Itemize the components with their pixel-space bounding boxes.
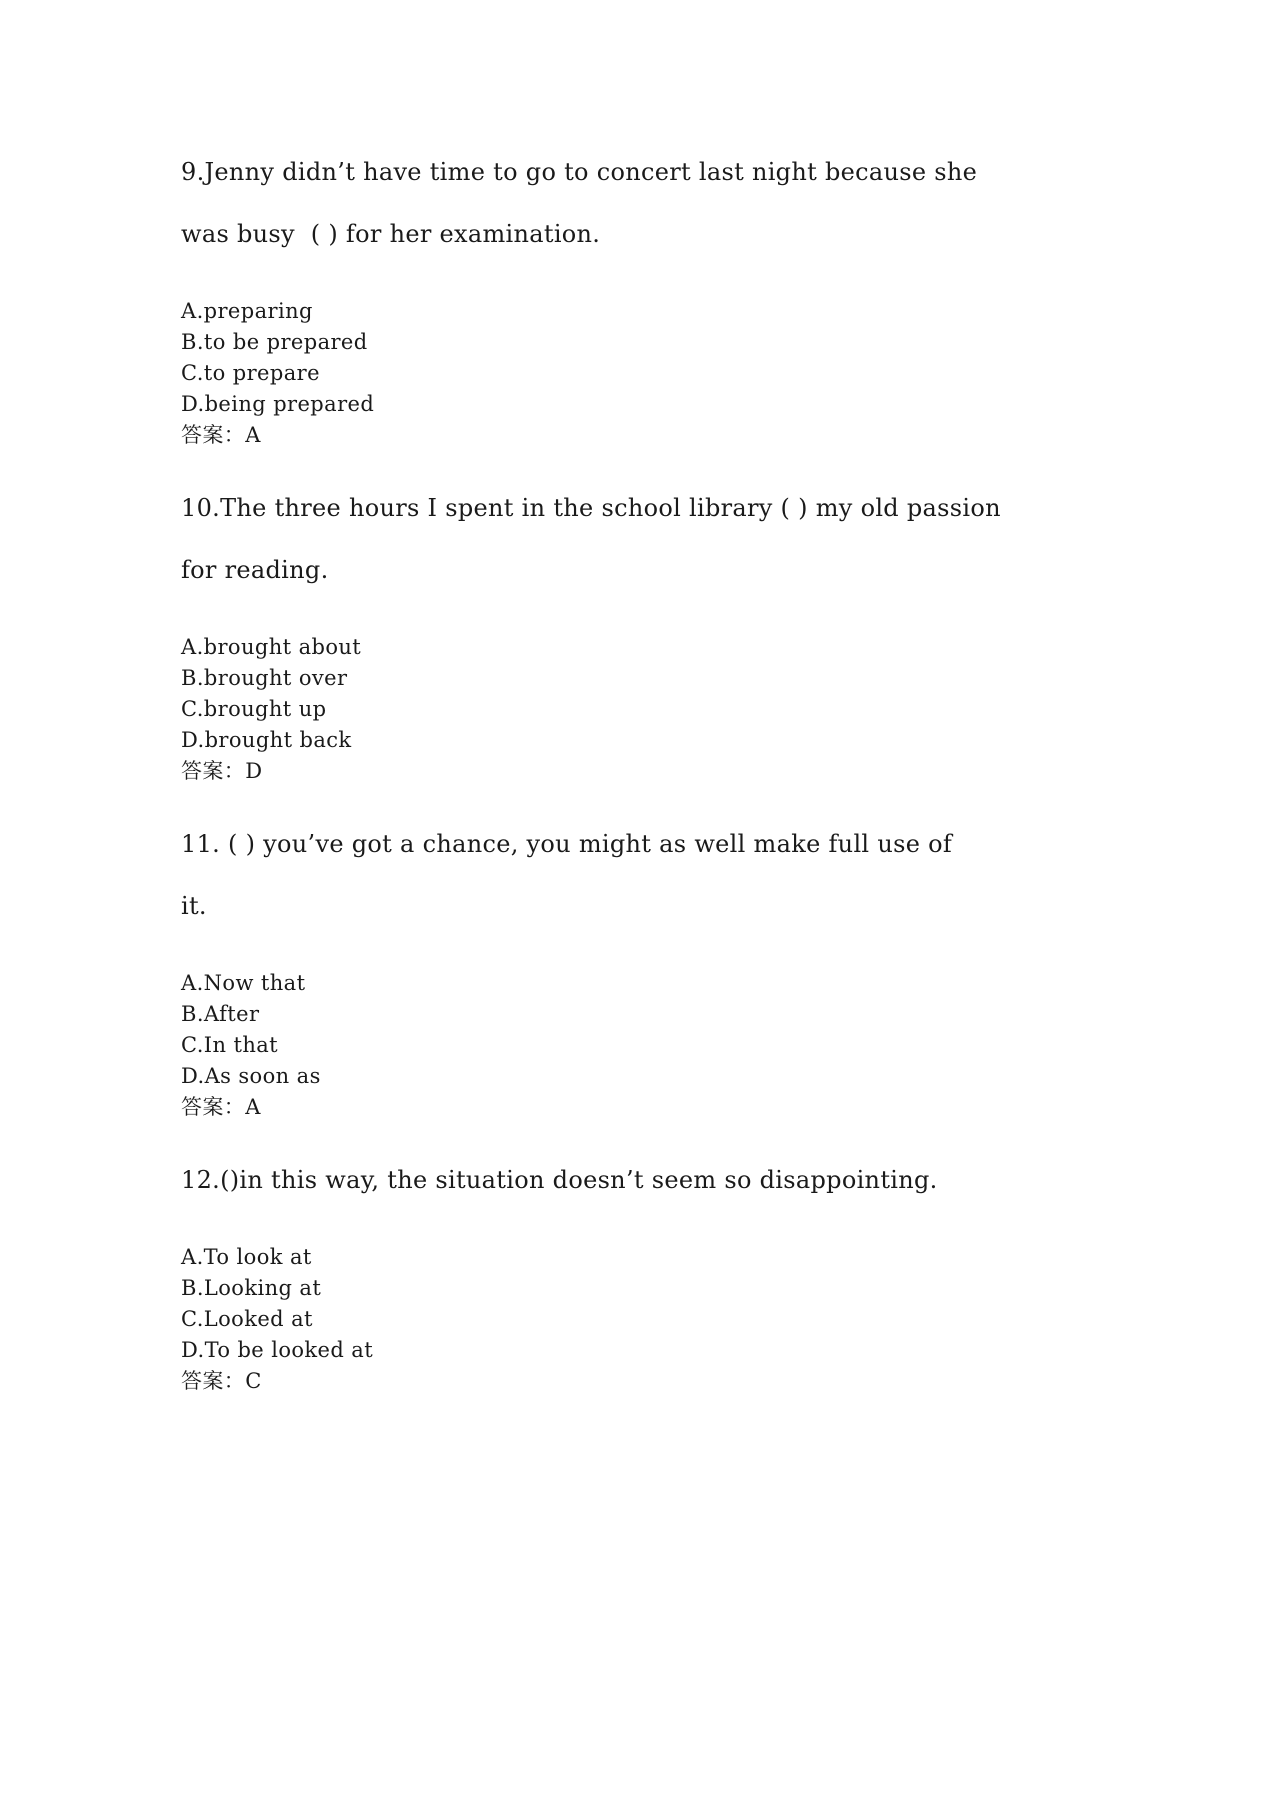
option-b: B.to be prepared (181, 330, 368, 354)
option-a: A.Now that (181, 971, 306, 995)
question-stem-line: for reading. (181, 556, 329, 584)
answer-line: 答案：A (181, 423, 261, 447)
option-c: C.Looked at (181, 1307, 313, 1331)
option-d: D.being prepared (181, 392, 375, 416)
question-stem-line: 11. ( ) you’ve got a chance, you might as well make full use of (181, 830, 953, 858)
option-d: D.brought back (181, 728, 352, 752)
option-d: D.As soon as (181, 1064, 321, 1088)
question-stem-line: 10.The three hours I spent in the school library ( ) my old passion (181, 494, 1001, 522)
question-stem-line: was busy ( ) for her examination. (181, 220, 601, 248)
option-c: C.to prepare (181, 361, 320, 385)
option-d: D.To be looked at (181, 1338, 374, 1362)
option-c: C.In that (181, 1033, 279, 1057)
question-stem-line: it. (181, 892, 207, 920)
answer-line: 答案：A (181, 1095, 261, 1119)
option-b: B.brought over (181, 666, 348, 690)
question-stem-line: 9.Jenny didn’t have time to go to concert last night because she (181, 158, 978, 186)
option-a: A.brought about (181, 635, 362, 659)
option-b: B.After (181, 1002, 260, 1026)
question-stem-line: 12.()in this way, the situation doesn’t seem so disappointing. (181, 1166, 938, 1194)
answer-line: 答案：D (181, 759, 263, 783)
option-b: B.Looking at (181, 1276, 322, 1300)
option-c: C.brought up (181, 697, 327, 721)
option-a: A.To look at (181, 1245, 312, 1269)
option-a: A.preparing (181, 299, 313, 323)
answer-line: 答案：C (181, 1369, 262, 1393)
